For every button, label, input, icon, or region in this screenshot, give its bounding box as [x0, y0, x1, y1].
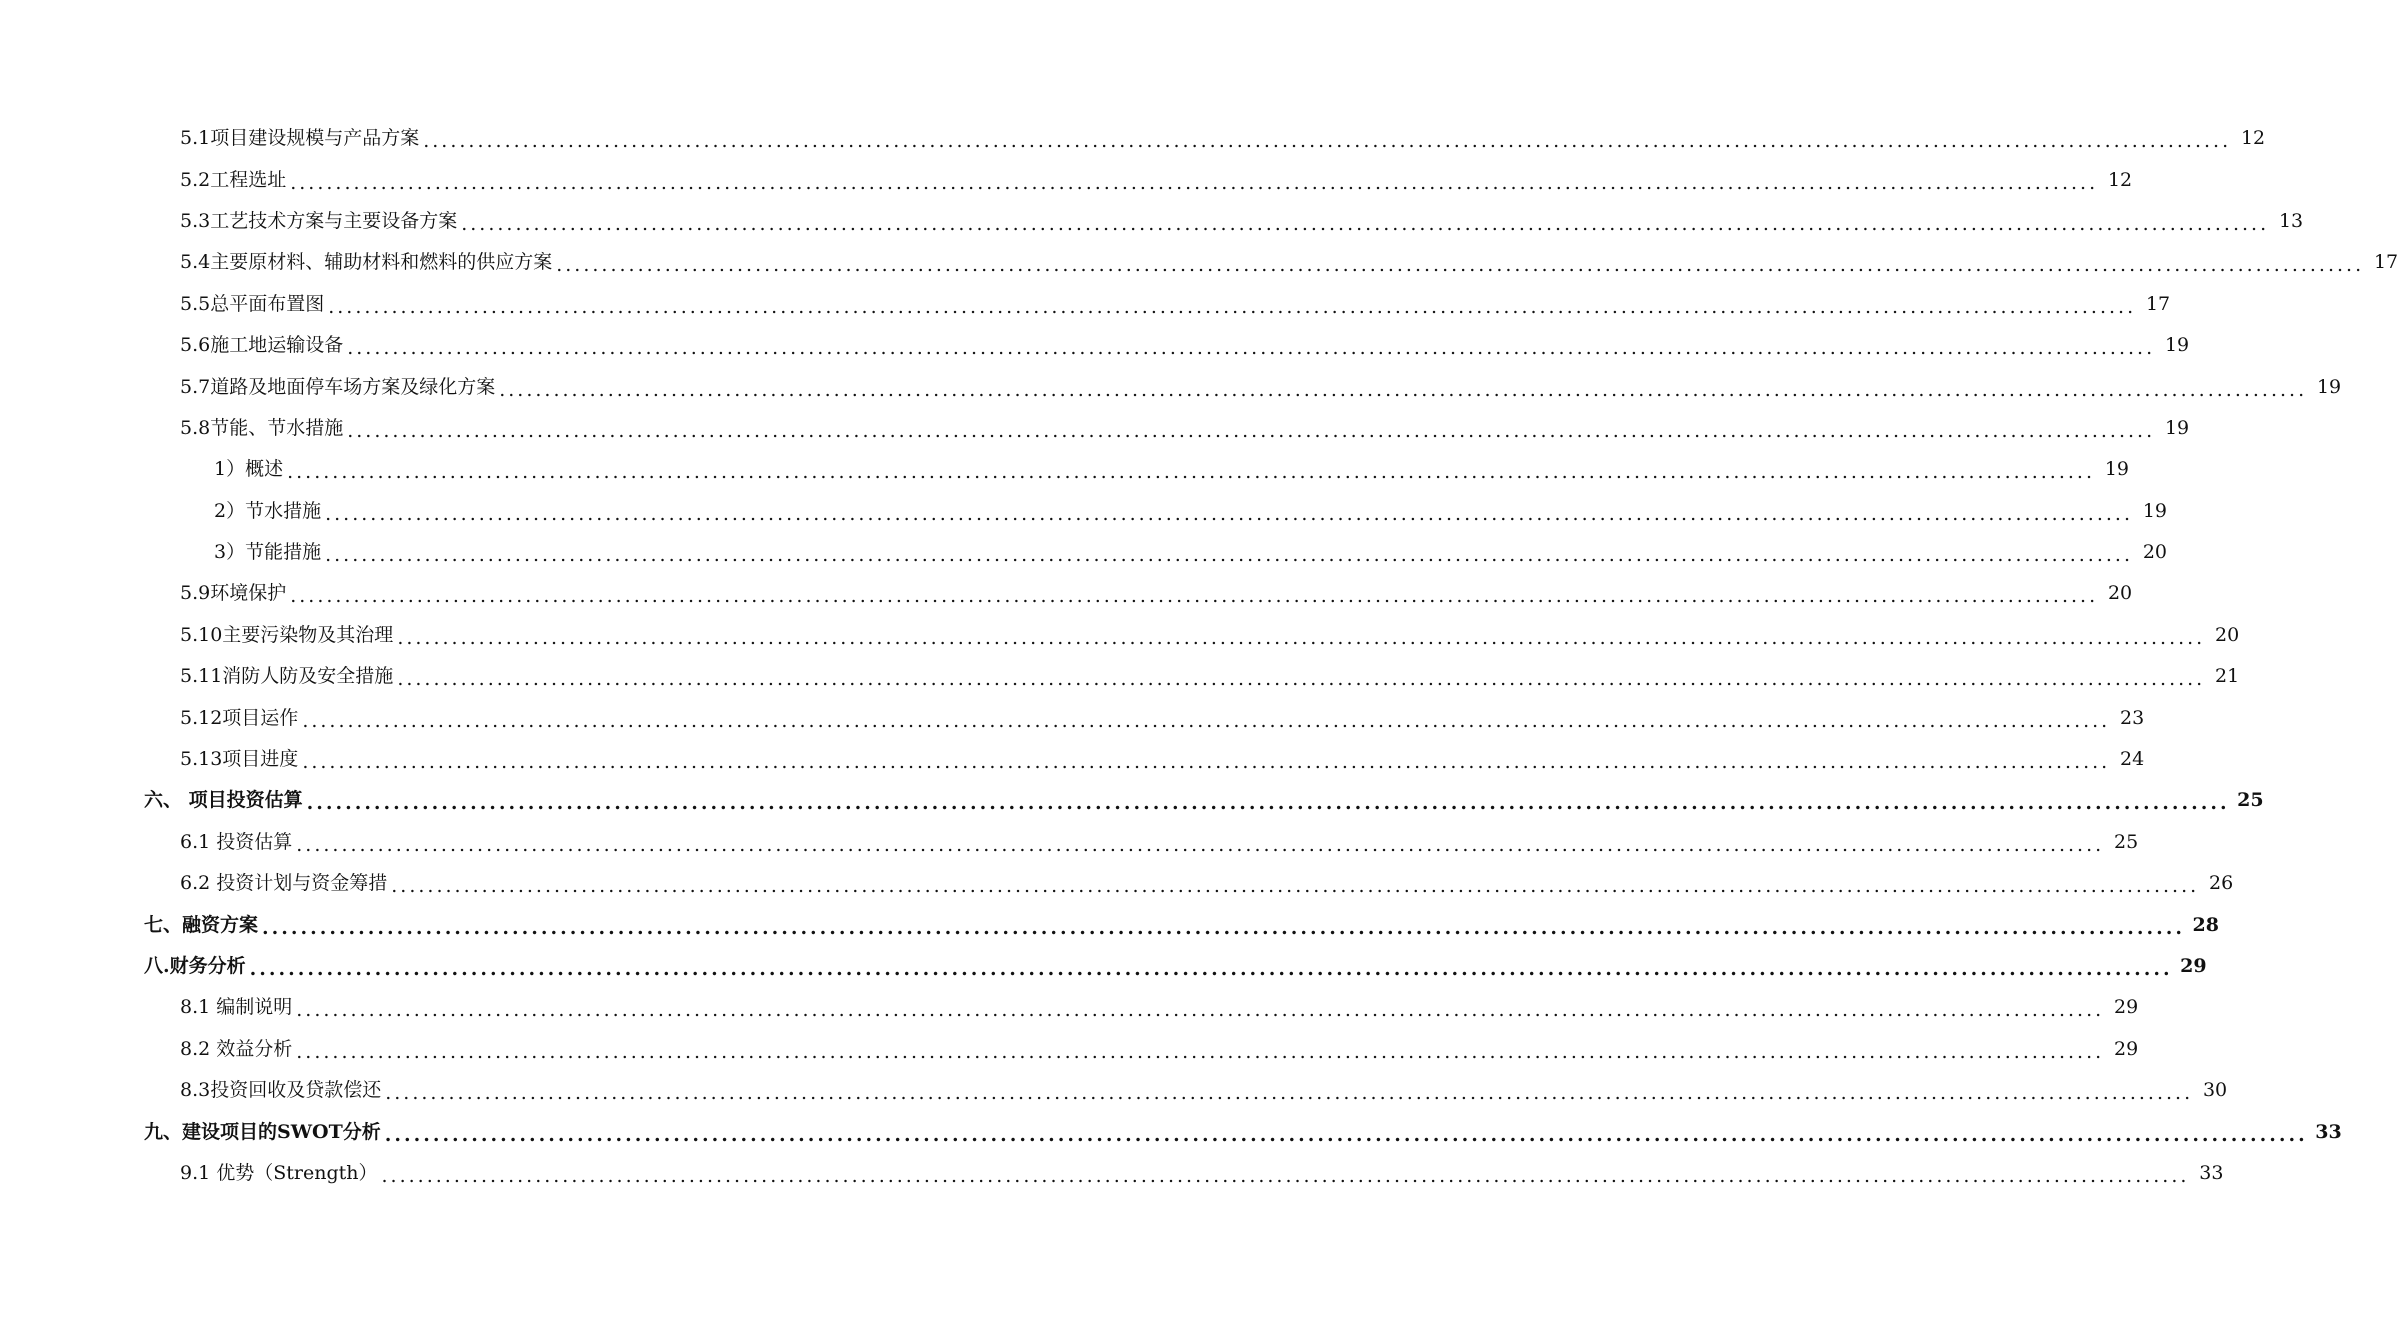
- toc-entry[interactable]: [0, 449, 2130, 490]
- dot-leader: ........................................................................................................................................................................................................: [391, 875, 2200, 898]
- toc-entry-page-number: 33: [2199, 1161, 2224, 1184]
- dot-leader: ........................................................................................................................................................................................................: [397, 626, 2206, 649]
- toc-entry-title: 8.1 编制说明: [180, 996, 293, 1019]
- toc-entry-title: 九、建设项目的SWOT分析: [144, 1120, 381, 1143]
- dot-leader: ........................................................................................................................................................................................................: [397, 668, 2206, 691]
- toc-entry-title: 5.1项目建设规模与产品方案: [180, 127, 420, 150]
- toc-entry-title: 2）节水措施: [214, 499, 322, 522]
- toc-entry-page-number: 29: [2180, 955, 2207, 977]
- dot-leader: ........................................................................................................................................................................................................: [296, 833, 2105, 856]
- toc-entry-title: 七、融资方案: [144, 913, 259, 936]
- toc-entry[interactable]: [0, 284, 2171, 325]
- toc-entry[interactable]: [0, 573, 2133, 614]
- toc-entry-page-number: 19: [2316, 375, 2342, 398]
- dot-leader: ........................................................................................................................................................................................................: [325, 502, 2134, 525]
- dot-leader: ........................................................................................................................................................................................................: [556, 254, 2365, 277]
- toc-entry-page-number: 26: [2209, 872, 2234, 895]
- toc-entry-page-number: 17: [2373, 251, 2398, 274]
- toc-entry-title: 8.2 效益分析: [180, 1037, 293, 1060]
- toc-entry-title: 1）概述: [214, 458, 284, 481]
- toc-entry-title: 5.9环境保护: [180, 582, 287, 605]
- toc-entry[interactable]: [0, 615, 2240, 656]
- toc-entry[interactable]: [0, 1153, 2224, 1194]
- toc-entry-page-number: 25: [2114, 830, 2139, 853]
- toc-entry-page-number: 17: [2145, 292, 2171, 315]
- toc-entry[interactable]: [0, 987, 2139, 1028]
- toc-entry-page-number: 23: [2120, 706, 2145, 729]
- dot-leader: ........................................................................................................................................................................................................: [302, 709, 2111, 732]
- toc-entry[interactable]: [0, 780, 2264, 821]
- toc-entry-page-number: 12: [2107, 168, 2133, 191]
- toc-entry-title: 5.3工艺技术方案与主要设备方案: [180, 209, 458, 232]
- toc-entry[interactable]: [0, 408, 2190, 449]
- dot-leader: ........................................................................................................................................................................................................: [262, 916, 2185, 939]
- toc-entry-page-number: 20: [2107, 582, 2133, 605]
- toc-entry-page-number: 29: [2114, 996, 2139, 1019]
- dot-leader: ........................................................................................................................................................................................................: [296, 999, 2105, 1022]
- toc-entry-page-number: 19: [2142, 499, 2168, 522]
- toc-entry-page-number: 19: [2164, 416, 2190, 439]
- toc-entry-page-number: 28: [2192, 913, 2219, 936]
- dot-leader: ........................................................................................................................................................................................................: [302, 751, 2111, 774]
- toc-entry-title: 六、 项目投资估算: [144, 789, 303, 812]
- toc-entry-title: 5.5总平面布置图: [180, 292, 325, 315]
- toc-entry[interactable]: [0, 1111, 2342, 1152]
- toc-entry[interactable]: [0, 863, 2234, 904]
- dot-leader: ........................................................................................................................................................................................................: [499, 378, 2308, 401]
- toc-entry[interactable]: [0, 697, 2145, 738]
- toc-entry[interactable]: [0, 532, 2168, 573]
- toc-entry[interactable]: [0, 822, 2139, 863]
- toc-entry[interactable]: [0, 201, 2304, 242]
- toc-entry[interactable]: [0, 1029, 2139, 1070]
- dot-leader: ........................................................................................................................................................................................................: [423, 130, 2232, 153]
- toc-entry-title: 9.1 优势（Strength）: [180, 1161, 378, 1184]
- dot-leader: ........................................................................................................................................................................................................: [325, 544, 2134, 567]
- toc-entry-title: 5.12项目运作: [180, 706, 299, 729]
- toc-entry-title: 5.11消防人防及安全措施: [180, 665, 394, 688]
- toc-entry-page-number: 12: [2240, 127, 2266, 150]
- toc-entry-title: 3）节能措施: [214, 541, 322, 564]
- toc-entry-title: 5.2工程选址: [180, 168, 287, 191]
- toc-entry-page-number: 19: [2104, 458, 2130, 481]
- toc-entry-title: 5.4主要原材料、辅助材料和燃料的供应方案: [180, 251, 553, 274]
- toc-entry-page-number: 24: [2120, 748, 2145, 771]
- toc-entry[interactable]: [0, 1070, 2228, 1111]
- toc-entry-page-number: 13: [2278, 209, 2304, 232]
- toc-entry-title: 5.8节能、节水措施: [180, 416, 344, 439]
- toc-entry-title: 6.1 投资估算: [180, 830, 293, 853]
- toc-entry[interactable]: [0, 159, 2133, 200]
- dot-leader: ........................................................................................................................................................................................................: [385, 1082, 2194, 1105]
- toc-entry-page-number: 29: [2114, 1037, 2139, 1060]
- toc-entry-page-number: 20: [2142, 541, 2168, 564]
- toc-entry[interactable]: [0, 491, 2168, 532]
- toc-entry-title: 5.10主要污染物及其治理: [180, 623, 394, 646]
- toc-entry[interactable]: [0, 946, 2207, 987]
- toc-entry[interactable]: [0, 242, 2398, 283]
- table-of-contents: [0, 118, 2398, 1194]
- toc-entry-page-number: 20: [2215, 623, 2240, 646]
- toc-entry-title: 八.财务分析: [144, 955, 246, 977]
- toc-entry[interactable]: [0, 739, 2145, 780]
- dot-leader: ........................................................................................................................................................................................................: [287, 461, 2096, 484]
- dot-leader: ........................................................................................................................................................................................................: [381, 1164, 2190, 1187]
- dot-leader: ........................................................................................................................................................................................................: [290, 171, 2099, 194]
- toc-entry-title: 6.2 投资计划与资金筹措: [180, 872, 388, 895]
- toc-entry-title: 8.3投资回收及贷款偿还: [180, 1079, 382, 1102]
- dot-leader: ........................................................................................................................................................................................................: [290, 585, 2099, 608]
- toc-entry[interactable]: [0, 656, 2240, 697]
- dot-leader: ........................................................................................................................................................................................................: [347, 337, 2156, 360]
- toc-entry[interactable]: [0, 366, 2342, 407]
- toc-entry[interactable]: [0, 118, 2266, 159]
- toc-entry-title: 5.13项目进度: [180, 748, 299, 771]
- dot-leader: ........................................................................................................................................................................................................: [296, 1040, 2105, 1063]
- dot-leader: ........................................................................................................................................................................................................: [306, 792, 2230, 815]
- dot-leader: ........................................................................................................................................................................................................: [249, 958, 2173, 980]
- toc-entry-page-number: 33: [2315, 1120, 2342, 1143]
- dot-leader: ........................................................................................................................................................................................................: [461, 212, 2270, 235]
- toc-entry[interactable]: [0, 904, 2219, 945]
- toc-entry-page-number: 21: [2215, 665, 2240, 688]
- toc-entry-page-number: 25: [2237, 789, 2264, 812]
- toc-entry[interactable]: [0, 325, 2190, 366]
- toc-entry-page-number: 30: [2202, 1079, 2228, 1102]
- toc-entry-title: 5.7道路及地面停车场方案及绿化方案: [180, 375, 496, 398]
- toc-entry-page-number: 19: [2164, 334, 2190, 357]
- toc-entry-title: 5.6施工地运输设备: [180, 334, 344, 357]
- dot-leader: ........................................................................................................................................................................................................: [347, 419, 2156, 442]
- dot-leader: ........................................................................................................................................................................................................: [384, 1123, 2308, 1146]
- dot-leader: ........................................................................................................................................................................................................: [328, 295, 2137, 318]
